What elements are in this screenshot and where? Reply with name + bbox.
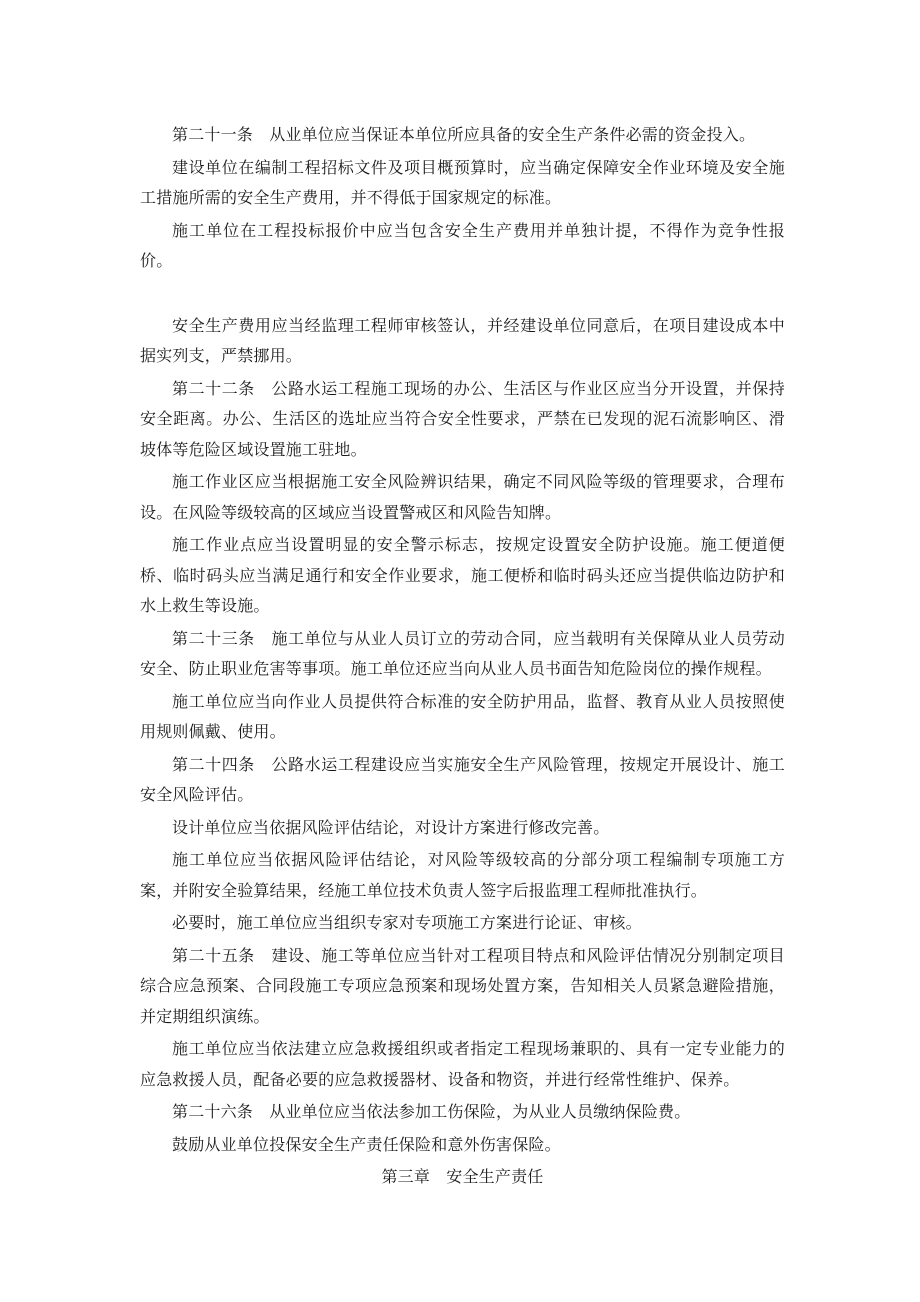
- article-21-paragraph: 第二十一条 从业单位应当保证本单位所应具备的安全生产条件必需的资金投入。: [172, 125, 756, 144]
- body-paragraph: 施工单位在工程投标报价中应当包含安全生产费用并单独计提，不得作为竞争性报价。: [140, 220, 785, 270]
- body-paragraph: 鼓励从业单位投保安全生产责任保险和意外伤害保险。: [172, 1134, 561, 1154]
- body-paragraph: 施工单位应当向作业人员提供符合标准的安全防护用品，监督、教育从业人员按照使用规则佩戴、使用。: [140, 691, 785, 741]
- body-paragraph: 施工单位应当依据风险评估结论，对风险等级较高的分部分项工程编制专项施工方案，并附安全验算结果，经施工单位技术负责人签字后报监理工程师批准执行。: [140, 850, 785, 900]
- article-22-paragraph: 第二十二条 公路水运工程施工现场的办公、生活区与作业区应当分开设置，并保持安全距离。办公、生活区的选址应当符合安全性要求，严禁在已发现的泥石流影响区、滑坡体等危险区域设置施工驻地。: [140, 378, 785, 459]
- body-paragraph: 施工单位应当依法建立应急救援组织或者指定工程现场兼职的、具有一定专业能力的应急救援人员，配备必要的应急救援器材、设备和物资，并进行经常性维护、保养。: [140, 1039, 785, 1089]
- document-page: [140, 120, 785, 1193]
- article-23-paragraph: 第二十三条 施工单位与从业人员订立的劳动合同，应当载明有关保障从业人员劳动安全、防止职业危害等事项。施工单位还应当向从业人员书面告知危险岗位的操作规程。: [140, 628, 785, 678]
- body-paragraph: 安全生产费用应当经监理工程师审核签认，并经建设单位同意后，在项目建设成本中据实列支，严禁挪用。: [140, 315, 785, 365]
- body-paragraph: 设计单位应当依据风险评估结论，对设计方案进行修改完善。: [172, 817, 610, 837]
- body-paragraph: 施工作业区应当根据施工安全风险辨识结果，确定不同风险等级的管理要求，合理布设。在风险等级较高的区域应当设置警戒区和风险告知牌。: [140, 472, 785, 522]
- chapter-heading: 第三章 安全生产责任: [381, 1167, 544, 1186]
- article-26-paragraph: 第二十六条 从业单位应当依法参加工伤保险，为从业人员缴纳保险费。: [172, 1102, 691, 1121]
- body-paragraph: 必要时，施工单位应当组织专家对专项施工方案进行论证、审核。: [172, 913, 642, 932]
- body-paragraph: 建设单位在编制工程招标文件及项目概预算时，应当确定保障安全作业环境及安全施工措施所需的安全生产费用，并不得低于国家规定的标准。: [140, 157, 785, 207]
- article-25-paragraph: 第二十五条 建设、施工等单位应当针对工程项目特点和风险评估情况分别制定项目综合应急预案、合同段施工专项应急预案和现场处置方案，告知相关人员紧急避险措施，并定期组织演练。: [140, 945, 785, 1026]
- body-paragraph: 施工作业点应当设置明显的安全警示标志，按规定设置安全防护设施。施工便道便桥、临时码头应当满足通行和安全作业要求，施工便桥和临时码头还应当提供临边防护和水上救生等设施。: [140, 535, 785, 615]
- article-24-paragraph: 第二十四条 公路水运工程建设应当实施安全生产风险管理，按规定开展设计、施工安全风险评估。: [140, 754, 785, 804]
